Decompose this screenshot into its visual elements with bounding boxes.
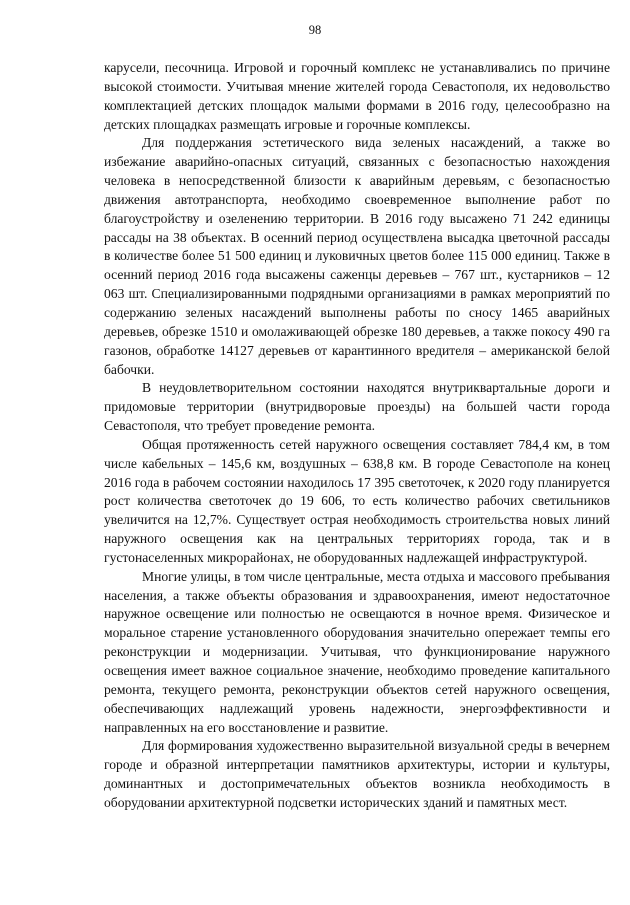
page-number: 98 [308,23,322,37]
paragraph-roads: В неудовлетворительном состоянии находятся внутриквартальные дороги и придомовые территории (внутридворовые проезды) на большей части города Севастополя, что требует проведение ремонта. [104,380,610,434]
paragraph-lighting-condition: Многие улицы, в том числе центральные, места отдыха и массового пребывания населения, а также объекты образования и здравоохранения, имеют недостаточное наружное освещение или полностью не освещаются в ночное время. Физическое и моральное старение установленного оборудования значительно опережает темпы его реконструкции и модернизации. Учитывая, что функционирование наружного освещения имеет важное социальное значение, необходимо проведение капитального ремонта, текущего ремонта, реконструкции объектов сетей наружного освещения, обеспечивающих надлежащий уровень надежности, энергоэффективности и направленных на его восстановление и развитие. [104,568,610,735]
paragraph-architectural-lighting: Для формирования художественно выразительной визуальной среды в вечернем городе и образной интерпретации памятников архитектуры, истории и культуры, доминантных и достопримечательных объектов возникла необходимость в оборудовании архитектурной подсветки исторических зданий и памятных мест. [104,738,610,810]
paragraph-lighting-network: Общая протяженность сетей наружного освещения составляет 784,4 км, в том числе кабельных – 145,6 км, воздушных – 638,8 км. В городе Севастополе на конец 2016 года в рабочем состоянии находилось 17 395 светоточек, к 2020 году планируется рост количества светоточек до 19 606, то есть количество рабочих светильников увеличится на 12,7%. Существует острая необходимость строительства новых линий наружного освещения как на центральных территориях города, так и в густонаселенных микрорайонах, не оборудованных надлежащей инфраструктурой. [104,436,610,565]
document-body [104,59,610,813]
paragraph-green-spaces: Для поддержания эстетического вида зеленых насаждений, а также во избежание аварийно-опасных ситуаций, связанных с безопасностью нахождения человека в непосредственной близости к аварийным деревьям, с безопасностью движения автотранспорта, необходимо своевременное выполнение работ по благоустройству и озеленению территории. В 2016 году высажено 71 242 единицы рассады на 38 объектах. В осенний период осуществлена высадка цветочной рассады в количестве более 51 500 единиц и луковичных цветов более 115 000 единиц. Также в осенний период 2016 года высажены саженцы деревьев – 767 шт., кустарников – 12 063 шт. Специализированными подрядными организациями в рамках мероприятий по содержанию зеленых насаждений выполнены работы по сносу 1465 аварийных деревьев, обрезке 1510 и омолаживающей обрезке 180 деревьев, а также покосу 490 га газонов, обработке 14127 деревьев от карантинного вредителя – американской белой бабочки. [104,135,610,377]
paragraph-playgrounds-continued: карусели, песочница. Игровой и горочный комплекс не устанавливались по причине высокой стоимости. Учитывая мнение жителей города Севастополя, их недовольство комплектацией детских площадок малыми формами в 2016 году, целесообразно на детских площадках размещать игровые и горочные комплексы. [104,60,610,132]
